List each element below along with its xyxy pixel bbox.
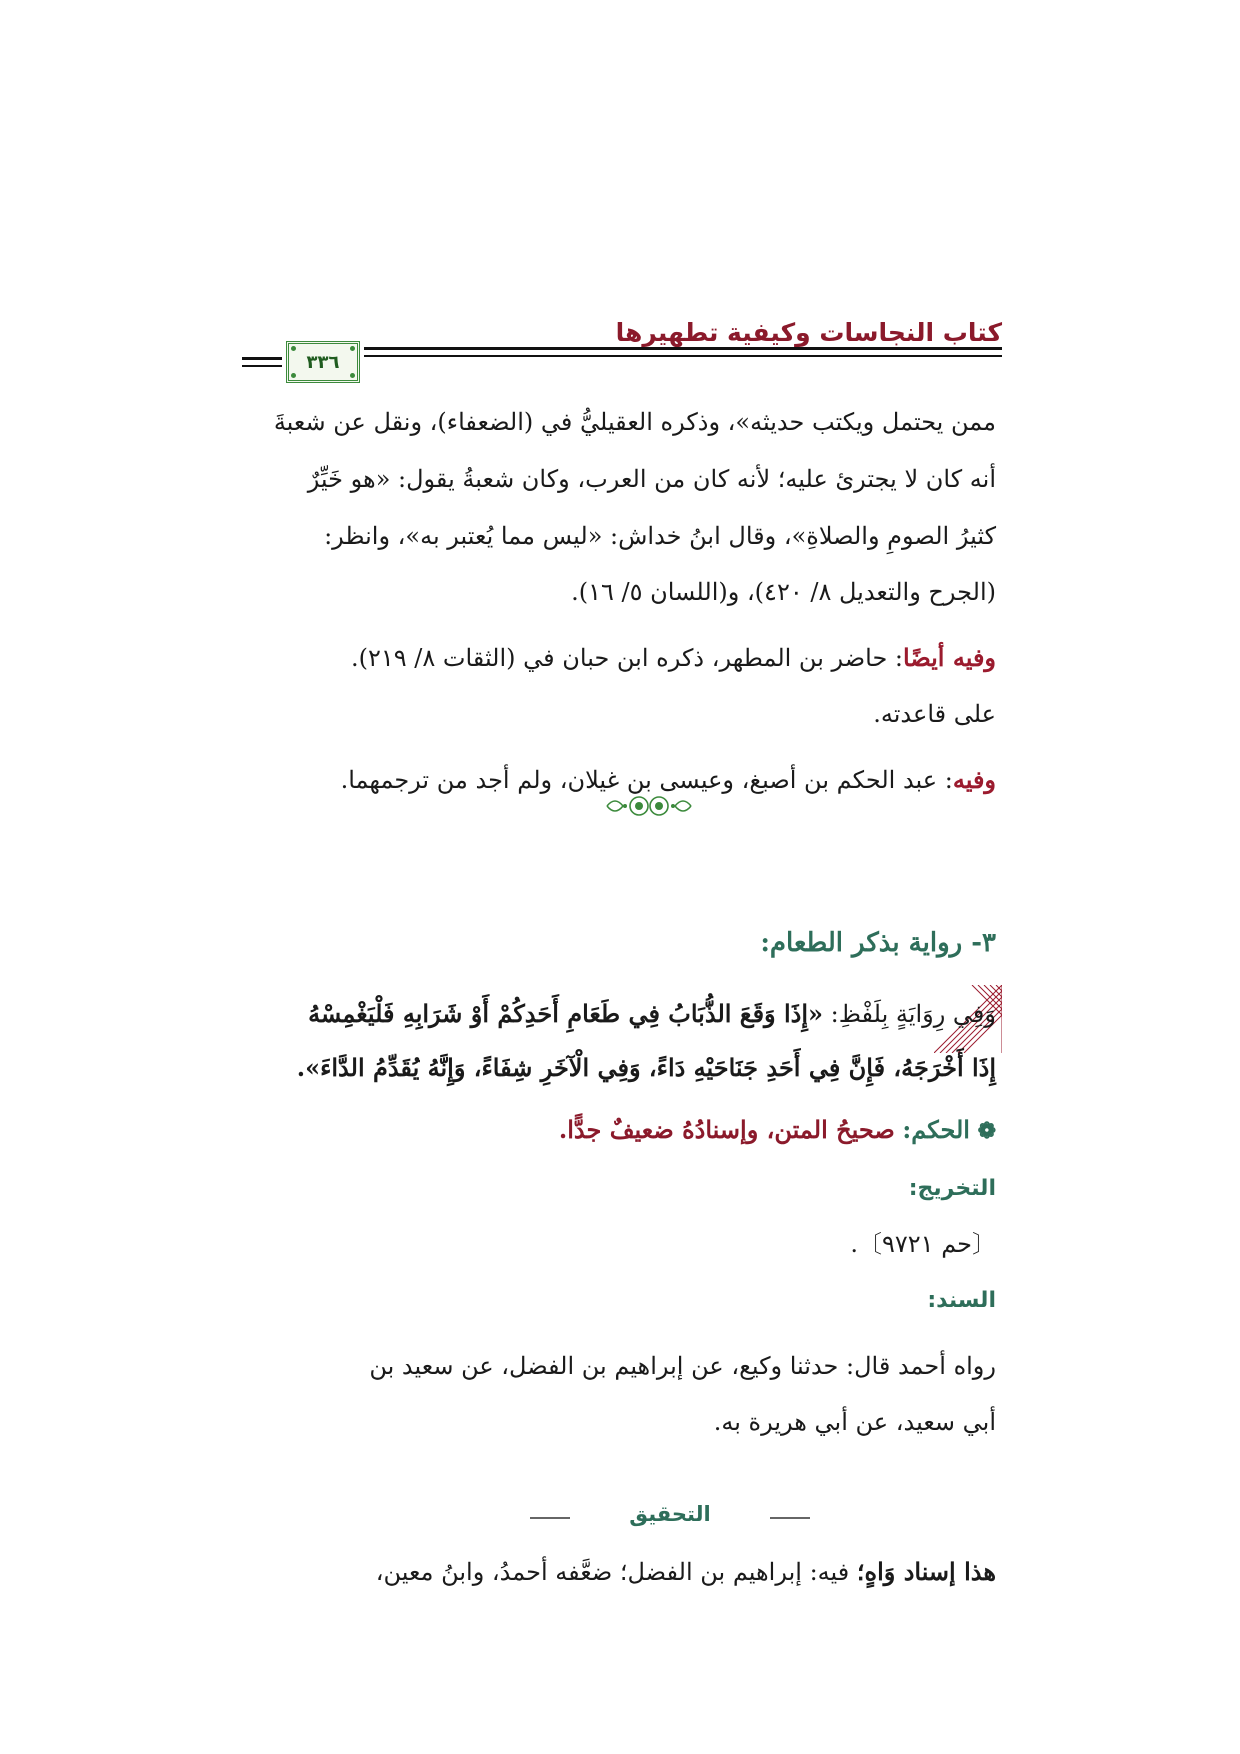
tahqiq-text: فيه: إبراهيم بن الفضل؛ ضعَّفه أحمدُ، وابنُ معين،: [375, 1558, 857, 1586]
badge-corner-ornament: [291, 373, 296, 378]
hadith-line: [308, 999, 996, 1028]
page-number: ٣٣٦: [306, 351, 340, 373]
header-rule-bottom: [364, 355, 1002, 357]
badge-corner-ornament: [291, 346, 296, 351]
note-label: وفيه أيضًا: [903, 643, 996, 672]
body-text-line: [340, 765, 996, 794]
body-text-line: على قاعدته.: [873, 700, 996, 728]
tahqiq-heading: التحقيق: [570, 1502, 770, 1526]
note-text: : حاضر بن المطهر، ذكره ابن حبان في (الثقات ٨/ ٢١٩).: [350, 644, 903, 672]
hadith-intro: وَفِي رِوَايَةٍ بِلَفْظِ:: [823, 1000, 996, 1028]
header-rule-top: [364, 347, 1002, 350]
ruling-label: الحكم:: [902, 1115, 970, 1144]
body-text-line: كثيرُ الصومِ والصلاةِ»، وقال ابنُ خداش: «ليس مما يُعتبر به»، وانظر:: [324, 522, 996, 550]
header-rule-left-bottom: [242, 365, 282, 367]
running-header-title: كتاب النجاسات وكيفية تطهيرها: [615, 318, 1002, 347]
section-ornament-icon: [605, 792, 693, 820]
header-rule-left-top: [242, 357, 282, 360]
hadith-line: إِذَا أَخْرَجَهُ، فَإِنَّ فِي أَحَدِ جَنَاحَيْهِ دَاءً، وَفِي الْآخَرِ شِفَاءً، وَإِنَّهُ يُقَدِّمُ الدَّاءَ».: [296, 1053, 996, 1082]
body-text-line: أبي سعيد، عن أبي هريرة به.: [713, 1408, 996, 1436]
note-label: وفيه: [952, 765, 996, 794]
body-text-line: رواه أحمد قال: حدثنا وكيع، عن إبراهيم بن الفضل، عن سعيد بن: [369, 1352, 996, 1380]
body-text-line: [375, 1557, 996, 1586]
hadith-text: «إِذَا وَقَعَ الذُّبَابُ فِي طَعَامِ أَحَدِكُمْ أَوْ شَرَابِهِ فَلْيَغْمِسْهُ: [308, 999, 824, 1028]
page-number-badge: [286, 341, 360, 383]
note-text: : عبد الحكم بن أصبغ، وعيسى بن غيلان، ولم أجد من ترجمهما.: [340, 766, 953, 794]
section-heading: ٣- رواية بذكر الطعام:: [760, 928, 996, 958]
body-text-line: [350, 643, 996, 672]
badge-corner-ornament: [350, 346, 355, 351]
body-text-line: أنه كان لا يجترئ عليه؛ لأنه كان من العرب، وكان شعبةُ يقول: «هو خَيِّرٌ: [307, 465, 996, 493]
sanad-label: السند:: [927, 1288, 996, 1313]
takhrij-label: التخريج:: [908, 1176, 996, 1201]
badge-corner-ornament: [350, 373, 355, 378]
tahqiq-lead: هذا إسناد وَاهٍ؛: [856, 1557, 996, 1586]
body-text-line: ممن يحتمل ويكتب حديثه»، وذكره العقيليُّ في (الضعفاء)، ونقل عن شعبةَ: [273, 408, 996, 436]
body-text-line: (الجرح والتعديل ٨/ ٤٢٠)، و(اللسان ٥/ ١٦).: [571, 578, 996, 606]
ruling-line: [558, 1115, 996, 1144]
ruling-text: صحيحُ المتن، وإسنادُهُ ضعيفٌ جدًّا.: [558, 1115, 895, 1144]
flower-bullet-icon: ❁: [977, 1118, 996, 1144]
takhrij-value: 〔حم ٩٧٢١〕.: [850, 1230, 996, 1258]
